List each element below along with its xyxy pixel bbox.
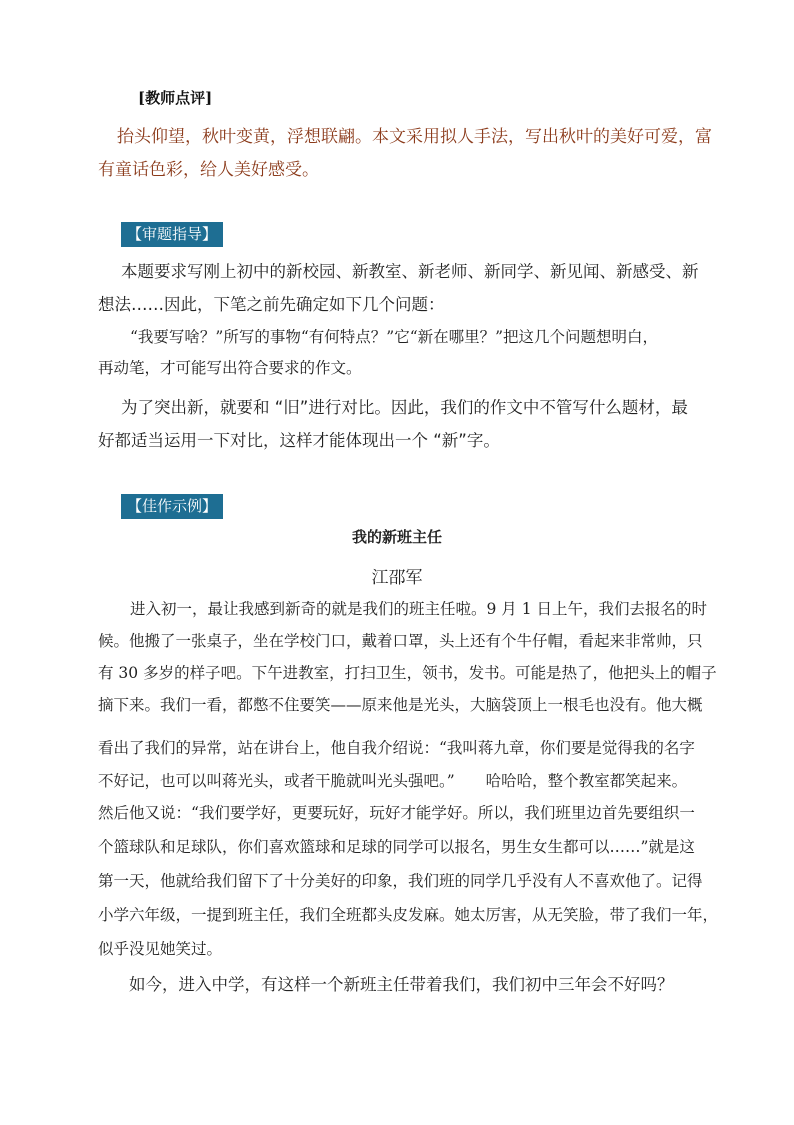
guidance-line: “我要写啥？”所写的事物“有何特点？”它“新在哪里？”把这几个问题想明白，: [130, 328, 659, 346]
essay-line: 如今，进入中学，有这样一个新班主任带着我们，我们初中三年会不好吗？: [129, 975, 674, 994]
essay-line: 似乎没见她笑过。: [98, 940, 223, 958]
essay-line: 摘下来。我们一看，都憋不住要笑——原来他是光头，大脑袋顶上一根毛也没有。他大概: [98, 696, 703, 714]
example-tag: 【佳作示例】: [121, 494, 223, 519]
guidance-tag: 【审题指导】: [121, 222, 223, 247]
essay-line: 小学六年级，一提到班主任，我们全班都头皮发麻。她太厉害，从无笑脸，带了我们一年，: [98, 906, 719, 924]
essay-line: 有 30 多岁的样子吧。下午进教室，打扫卫生，领书，发书。可能是热了，他把头上的帽子: [98, 664, 717, 682]
essay-line: 不好记，也可以叫蒋光头，或者干脆就叫光头强吧。” 哈哈哈，整个教室都笑起来。: [98, 772, 688, 790]
essay-line: 个篮球队和足球队，你们喜欢篮球和足球的同学可以报名，男生女生都可以……”就是这: [98, 838, 695, 856]
guidance-line: 再动笔，才可能写出符合要求的作文。: [98, 359, 362, 377]
essay-title: 我的新班主任: [351, 528, 442, 546]
essay-line: 看出了我们的异常，站在讲台上，他自我介绍说：“我叫蒋九章，你们要是觉得我的名字: [98, 739, 695, 757]
teacher-comment-line: 抬头仰望，秋叶变黄，浮想联翩。本文采用拟人手法，写出秋叶的美好可爱，富: [117, 127, 712, 147]
guidance-line: 想法……因此，下笔之前先确定如下几个问题：: [98, 295, 445, 314]
guidance-line: 本题要求写刚上初中的新校园、新教室、新老师、新同学、新见闻、新感受、新: [121, 262, 699, 281]
essay-line: 第一天，他就给我们留下了十分美好的印象，我们班的同学几乎没有人不喜欢他了。记得: [98, 872, 703, 890]
essay-line: 进入初一，最让我感到新奇的就是我们的班主任啦。9 月 1 日上午，我们去报名的时: [130, 600, 708, 618]
guidance-line: 好都适当运用一下对比，这样才能体现出一个 “新”字。: [98, 431, 500, 450]
essay-author: 江邵军: [371, 568, 423, 588]
teacher-comment-heading: [教师点评]: [138, 89, 213, 107]
teacher-comment-line: 有童话色彩，给人美好感受。: [98, 160, 319, 180]
essay-line: 然后他又说：“我们要学好，更要玩好，玩好才能学好。所以，我们班里边首先要组织一: [98, 804, 695, 822]
guidance-line: 为了突出新，就要和 “旧”进行对比。因此，我们的作文中不管写什么题材，最: [121, 398, 688, 417]
essay-line: 候。他搬了一张桌子，坐在学校门口，戴着口罩，头上还有个牛仔帽，看起来非常帅，只: [98, 632, 703, 650]
